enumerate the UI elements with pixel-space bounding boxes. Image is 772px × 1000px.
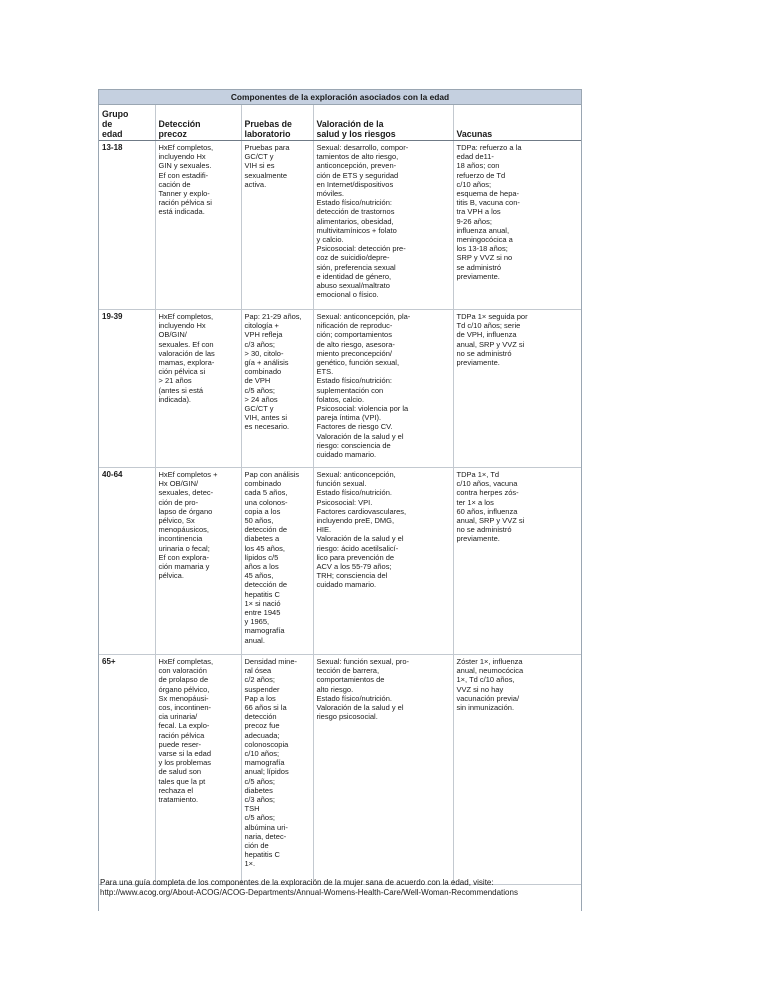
table-grid [99, 105, 581, 885]
detection-cell: HxEf completos + Hx OB/GIN/ sexuales, detec- ción de pro- lapso de órgano pélvico, Sx menopáusicos, incontinencia urinaria o fecal; Ef con explora- ción mamaria y pélvica. [155, 468, 241, 655]
header-vaccines: Vacunas [453, 105, 581, 141]
table-footnote: Para una guía completa de los componentes de la exploración de la mujer sana de acuerdo con la edad, visite: http://www.acog.org/About-ACOG/ACOG-Departments/Annual-Womens-Health-Care/Well-Woman-Recommendations [100, 878, 518, 897]
age-cell: 19-39 [99, 310, 155, 468]
vaccines-cell: TDPa 1×, Td c/10 años, vacuna contra herpes zós- ter 1× a los 60 años, influenza anual, SRP y VVZ si no se administró previamente. [453, 468, 581, 655]
table-row [99, 468, 581, 655]
header-early-detection: Detección precoz [155, 105, 241, 141]
table-title: Componentes de la exploración asociados con la edad [99, 90, 581, 105]
detection-cell: HxEf completos, incluyendo Hx OB/GIN/ sexuales. Ef con valoración de las mamas, explora- ción pélvica si > 21 años (antes si está indicada). [155, 310, 241, 468]
detection-cell: HxEf completos, incluyendo Hx GIN y sexuales. Ef con estadifi- cación de Tanner y explo- ración pélvica si está indicada. [155, 141, 241, 310]
lab-cell: Densidad mine- ral ósea c/2 años; suspender Pap a los 66 años si la detección precoz fue adecuada; colonoscopia c/10 años; mamografía anual; lípidos c/5 años; diabetes c/3 años; TSH c/5 años; albúmina uri- naria, detec- ción de hepatitis C 1×. [241, 655, 313, 885]
assessment-cell: Sexual: anticoncepción, pla- nificación de reproduc- ción; comportamientos de alto riesgo, asesora- miento preconcepción/ genético, función sexual, ETS. Estado físico/nutrición: suplementación con folatos, calcio. Psicosocial: violencia por la pareja íntima (VPI). Factores de riesgo CV. Valoración de la salud y el riesgo: consciencia de cuidado mamario. [313, 310, 453, 468]
vaccines-cell: TDPa 1× seguida por Td c/10 años; serie de VPH, influenza anual, SRP y VVZ si no se administró previamente. [453, 310, 581, 468]
header-health-risk-assessment: Valoración de la salud y los riesgos [313, 105, 453, 141]
table-row [99, 310, 581, 468]
header-lab-tests: Pruebas de laboratorio [241, 105, 313, 141]
assessment-cell: Sexual: desarrollo, compor- tamientos de alto riesgo, anticoncepción, preven- ción de ETS y seguridad en Internet/dispositivos móviles. Estado físico/nutrición: detección de trastornos alimentarios, obesidad, multivitamínicos + folato y calcio. Psicosocial: detección pre- coz de suicidio/depre- sión, preferencia sexual e identidad de género, abuso sexual/maltrato emocional o físico. [313, 141, 453, 310]
assessment-cell: Sexual: anticoncepción, función sexual. Estado físico/nutrición. Psicosocial: VPI. Factores cardiovasculares, incluyendo preE, DMG, HIE. Valoración de la salud y el riesgo: ácido acetilsalicí- lico para prevención de ACV a los 55-79 años; TRH; consciencia del cuidado mamario. [313, 468, 453, 655]
lab-cell: Pruebas para GC/CT y VIH si es sexualmente activa. [241, 141, 313, 310]
vaccines-cell: Zóster 1×, influenza anual, neumocócica 1×, Td c/10 años, VVZ si no hay vacunación previa/ sin inmunización. [453, 655, 581, 885]
table-row [99, 141, 581, 310]
lab-cell: Pap: 21-29 años, citología + VPH refleja c/3 años; > 30, citolo- gía + análisis combinado de VPH c/5 años; > 24 años GC/CT y VIH, antes si es necesario. [241, 310, 313, 468]
vaccines-cell: TDPa: refuerzo a la edad de11- 18 años; con refuerzo de Td c/10 años; esquema de hepa- titis B, vacuna con- tra VPH a los 9-26 años; influenza anual, meningocócica a los 13-18 años; SRP y VVZ si no se administró previamente. [453, 141, 581, 310]
lab-cell: Pap con análisis combinado cada 5 años, una colonos- copia a los 50 años, detección de diabetes a los 45 años, lípidos c/5 años a los 45 años, detección de hepatitis C 1× si nació entre 1945 y 1965, mamografía anual. [241, 468, 313, 655]
assessment-cell: Sexual: función sexual, pro- tección de barrera, comportamientos de alto riesgo. Estado físico/nutrición. Valoración de la salud y el riesgo psicosocial. [313, 655, 453, 885]
age-cell: 13-18 [99, 141, 155, 310]
header-age-group: Grupo de edad [99, 105, 155, 141]
age-cell: 40-64 [99, 468, 155, 655]
header-row [99, 105, 581, 141]
detection-cell: HxEf completas, con valoración de prolapso de órgano pélvico, Sx menopáusi- cos, incontinen- cia urinaria/ fecal. La explo- ración pélvica puede reser- varse si la edad y los problemas de salud son tales que la pt rechaza el tratamiento. [155, 655, 241, 885]
table-row [99, 655, 581, 885]
exam-components-table [98, 89, 582, 911]
age-cell: 65+ [99, 655, 155, 885]
